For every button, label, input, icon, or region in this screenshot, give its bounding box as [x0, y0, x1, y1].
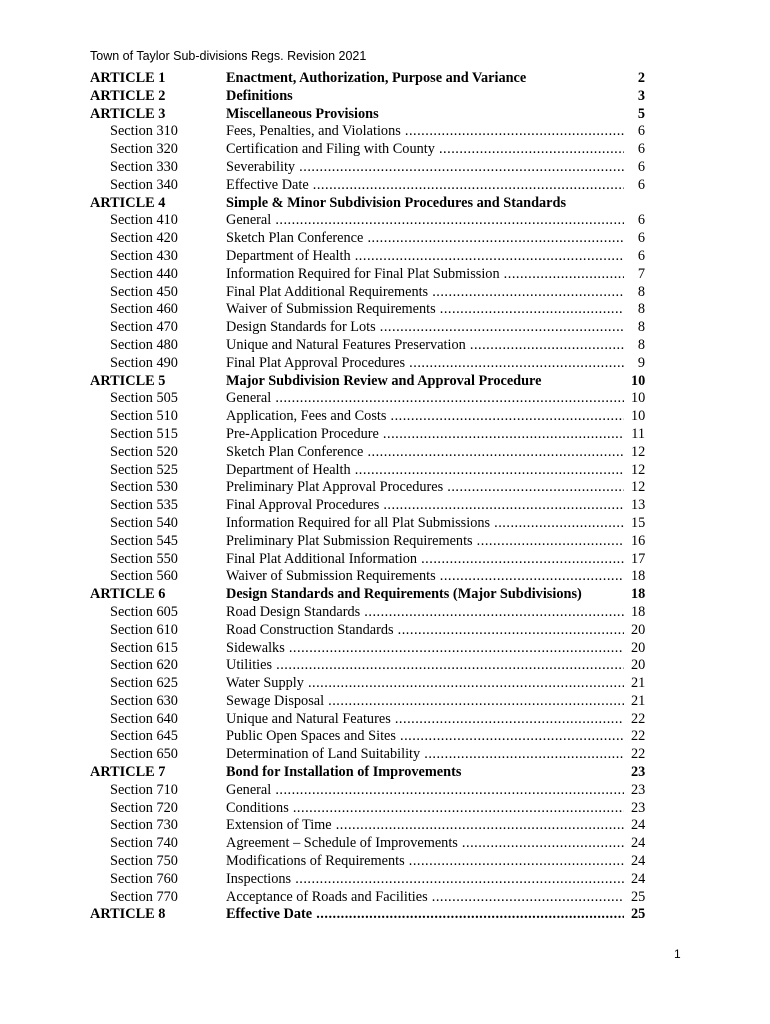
page-number: 1: [674, 947, 681, 961]
toc-section-row: [90, 853, 645, 871]
toc-section-row: [90, 604, 645, 622]
toc-title: Agreement – Schedule of Improvements .....: [226, 835, 624, 853]
toc-page: 16: [631, 532, 646, 549]
toc-label: Section 620: [110, 657, 178, 674]
toc-page: 12: [631, 443, 646, 460]
toc-title: Effective Date .....: [226, 906, 624, 924]
toc-title: Information Required for all Plat Submissions .....: [226, 515, 624, 533]
toc-title: Extension of Time .....: [226, 817, 624, 835]
toc-page: 22: [631, 728, 646, 745]
toc-article-row: [90, 586, 645, 604]
toc-label: Section 330: [110, 158, 178, 175]
toc-article-row: [90, 906, 645, 924]
toc-section-row: [90, 355, 645, 373]
toc-section-row: [90, 479, 645, 497]
toc-label: ARTICLE 6: [90, 586, 166, 603]
toc-section-row: [90, 159, 645, 177]
toc-page: 21: [631, 692, 646, 709]
toc-label: Section 740: [110, 835, 178, 852]
toc-label: Section 710: [110, 781, 178, 798]
toc-page: 22: [631, 746, 646, 763]
toc-page: 23: [631, 781, 646, 798]
toc-page: 13: [631, 497, 646, 514]
toc-section-row: [90, 319, 645, 337]
toc-title: Final Plat Approval Procedures .....: [226, 355, 624, 373]
toc-label: Section 490: [110, 354, 178, 371]
toc-label: Section 510: [110, 408, 178, 425]
toc-page: 10: [631, 372, 646, 389]
toc-label: Section 480: [110, 336, 178, 353]
toc-title: Severability .....: [226, 159, 624, 177]
toc-page: 6: [637, 123, 645, 140]
toc-label: Section 310: [110, 123, 178, 140]
toc-section-row: [90, 657, 645, 675]
toc-label: Section 610: [110, 621, 178, 638]
toc-section-row: [90, 711, 645, 729]
toc-title: Determination of Land Suitability .....: [226, 746, 624, 764]
toc-label: Section 440: [110, 265, 178, 282]
toc-page: 20: [631, 621, 646, 638]
toc-title: Unique and Natural Features .....: [226, 711, 624, 729]
toc-label: Section 535: [110, 497, 178, 514]
toc-section-row: [90, 462, 645, 480]
toc-title: Fees, Penalties, and Violations .....: [226, 123, 624, 141]
toc-section-row: [90, 551, 645, 569]
toc-title: Road Construction Standards .....: [226, 622, 624, 640]
toc-label: Section 505: [110, 390, 178, 407]
toc-title: Major Subdivision Review and Approval Procedure: [226, 372, 542, 389]
toc-page: 12: [631, 461, 646, 478]
toc-label: Section 770: [110, 888, 178, 905]
toc-section-row: [90, 497, 645, 515]
toc-page: 10: [631, 390, 646, 407]
toc-label: ARTICLE 1: [90, 70, 166, 86]
toc-article-row: [90, 764, 645, 782]
toc-title: Information Required for Final Plat Submission .....: [226, 266, 624, 284]
toc-label: ARTICLE 2: [90, 87, 166, 104]
toc-title: Department of Health .....: [226, 462, 624, 480]
toc-label: Section 720: [110, 799, 178, 816]
toc-section-row: [90, 266, 645, 284]
toc-page: 8: [637, 301, 645, 318]
toc-title: Design Standards and Requirements (Major Subdivisions): [226, 586, 582, 603]
toc-page: 20: [631, 639, 646, 656]
toc-title: Certification and Filing with County .....: [226, 141, 624, 159]
toc-title: Final Approval Procedures .....: [226, 497, 624, 515]
toc-label: Section 530: [110, 479, 178, 496]
toc-page: 17: [631, 550, 646, 567]
toc-label: ARTICLE 5: [90, 372, 166, 389]
toc-section-row: [90, 212, 645, 230]
table-of-contents: [90, 70, 645, 924]
toc-section-row: [90, 515, 645, 533]
toc-page: 6: [637, 247, 645, 264]
toc-title: Unique and Natural Features Preservation .....: [226, 337, 624, 355]
toc-section-row: [90, 746, 645, 764]
toc-label: Section 340: [110, 176, 178, 193]
toc-section-row: [90, 622, 645, 640]
toc-title: Sketch Plan Conference .....: [226, 444, 624, 462]
toc-title: Effective Date .....: [226, 177, 624, 195]
toc-section-row: [90, 444, 645, 462]
toc-title: Simple & Minor Subdivision Procedures and Standards: [226, 194, 567, 211]
toc-article-row: [90, 88, 645, 106]
toc-section-row: [90, 177, 645, 195]
toc-label: Section 645: [110, 728, 178, 745]
toc-page: 6: [637, 230, 645, 247]
toc-title: General .....: [226, 390, 624, 408]
toc-section-row: [90, 871, 645, 889]
toc-label: Section 625: [110, 675, 178, 692]
toc-title: Department of Health .....: [226, 248, 624, 266]
toc-label: Section 605: [110, 603, 178, 620]
toc-page: 8: [637, 336, 645, 353]
toc-section-row: [90, 284, 645, 302]
toc-article-row: [90, 373, 645, 391]
toc-label: Section 540: [110, 514, 178, 531]
toc-label: Section 430: [110, 247, 178, 264]
toc-label: Section 630: [110, 692, 178, 709]
toc-title: Waiver of Submission Requirements .....: [226, 568, 624, 586]
toc-label: ARTICLE 4: [90, 194, 166, 211]
toc-section-row: [90, 835, 645, 853]
toc-title: Utilities .....: [226, 657, 624, 675]
toc-label: Section 525: [110, 461, 178, 478]
toc-section-row: [90, 889, 645, 907]
toc-section-row: [90, 693, 645, 711]
toc-title: Final Plat Additional Information .....: [226, 551, 624, 569]
toc-title: Pre-Application Procedure .....: [226, 426, 624, 444]
toc-section-row: [90, 640, 645, 658]
toc-article-row: [90, 195, 645, 213]
toc-title: Inspections .....: [226, 871, 624, 889]
toc-label: Section 470: [110, 319, 178, 336]
toc-title: Water Supply .....: [226, 675, 624, 693]
toc-title: Acceptance of Roads and Facilities .....: [226, 889, 624, 907]
toc-article-row: [90, 70, 645, 88]
toc-label: Section 760: [110, 870, 178, 887]
toc-label: Section 320: [110, 141, 178, 158]
toc-section-row: [90, 782, 645, 800]
toc-label: Section 640: [110, 710, 178, 727]
toc-page: 10: [631, 408, 646, 425]
toc-label: Section 420: [110, 230, 178, 247]
toc-page: 8: [637, 319, 645, 336]
toc-label: Section 650: [110, 746, 178, 763]
toc-label: Section 450: [110, 283, 178, 300]
toc-page: 24: [631, 817, 646, 834]
toc-page: 9: [637, 354, 645, 371]
toc-section-row: [90, 675, 645, 693]
toc-label: Section 560: [110, 568, 178, 585]
toc-label: Section 615: [110, 639, 178, 656]
toc-label: Section 545: [110, 532, 178, 549]
toc-title: Definitions: [226, 87, 293, 104]
toc-label: ARTICLE 3: [90, 105, 166, 122]
toc-label: Section 750: [110, 853, 178, 870]
toc-section-row: [90, 230, 645, 248]
toc-title: Waiver of Submission Requirements .....: [226, 301, 624, 319]
toc-page: 18: [631, 586, 646, 603]
page-header: Town of Taylor Sub-divisions Regs. Revision 2021: [90, 49, 367, 63]
toc-page: 11: [631, 425, 645, 442]
toc-label: Section 460: [110, 301, 178, 318]
toc-page: 23: [631, 799, 646, 816]
toc-page: 15: [631, 514, 646, 531]
toc-page: 24: [631, 835, 646, 852]
toc-title: Conditions .....: [226, 800, 624, 818]
toc-article-row: [90, 106, 645, 124]
toc-page: 25: [631, 888, 646, 905]
toc-section-row: [90, 248, 645, 266]
toc-label: ARTICLE 8: [90, 906, 166, 923]
toc-page: 6: [637, 141, 645, 158]
toc-page: 22: [631, 710, 646, 727]
toc-page: 23: [631, 764, 646, 781]
toc-page: 18: [631, 603, 646, 620]
toc-label: Section 520: [110, 443, 178, 460]
toc-label: ARTICLE 7: [90, 764, 166, 781]
toc-title: Sketch Plan Conference .....: [226, 230, 624, 248]
toc-title: Modifications of Requirements .....: [226, 853, 624, 871]
toc-page: 6: [637, 212, 645, 229]
toc-section-row: [90, 568, 645, 586]
toc-title: Design Standards for Lots .....: [226, 319, 624, 337]
toc-page: 5: [637, 105, 645, 122]
toc-page: 21: [631, 675, 646, 692]
toc-title: Road Design Standards .....: [226, 604, 624, 622]
toc-page: 24: [631, 870, 646, 887]
toc-page: 12: [631, 479, 646, 496]
toc-title: Preliminary Plat Approval Procedures .....: [226, 479, 624, 497]
toc-section-row: [90, 123, 645, 141]
toc-title: Sewage Disposal .....: [226, 693, 624, 711]
toc-section-row: [90, 800, 645, 818]
toc-page: 2: [637, 70, 645, 86]
toc-page: 25: [631, 906, 646, 923]
toc-section-row: [90, 408, 645, 426]
toc-section-row: [90, 301, 645, 319]
toc-section-row: [90, 817, 645, 835]
toc-section-row: [90, 337, 645, 355]
toc-title: Application, Fees and Costs .....: [226, 408, 624, 426]
toc-title: General .....: [226, 782, 624, 800]
toc-title: Sidewalks .....: [226, 640, 624, 658]
toc-section-row: [90, 533, 645, 551]
toc-title: Preliminary Plat Submission Requirements .....: [226, 533, 624, 551]
toc-title: Public Open Spaces and Sites .....: [226, 728, 624, 746]
toc-title: Miscellaneous Provisions: [226, 105, 379, 122]
toc-title: General .....: [226, 212, 624, 230]
toc-page: 18: [631, 568, 646, 585]
toc-page: 3: [637, 87, 645, 104]
toc-title: Final Plat Additional Requirements .....: [226, 284, 624, 302]
toc-title: Bond for Installation of Improvements: [226, 764, 462, 781]
toc-page: 20: [631, 657, 646, 674]
toc-page: 6: [637, 176, 645, 193]
toc-label: Section 515: [110, 425, 178, 442]
toc-label: Section 550: [110, 550, 178, 567]
toc-label: Section 410: [110, 212, 178, 229]
toc-section-row: [90, 728, 645, 746]
toc-section-row: [90, 390, 645, 408]
toc-page: 7: [637, 265, 645, 282]
toc-page: 6: [637, 158, 645, 175]
toc-title: Enactment, Authorization, Purpose and Variance: [226, 70, 527, 86]
toc-label: Section 730: [110, 817, 178, 834]
toc-section-row: [90, 426, 645, 444]
toc-page: 8: [637, 283, 645, 300]
toc-page: 24: [631, 853, 646, 870]
toc-section-row: [90, 141, 645, 159]
